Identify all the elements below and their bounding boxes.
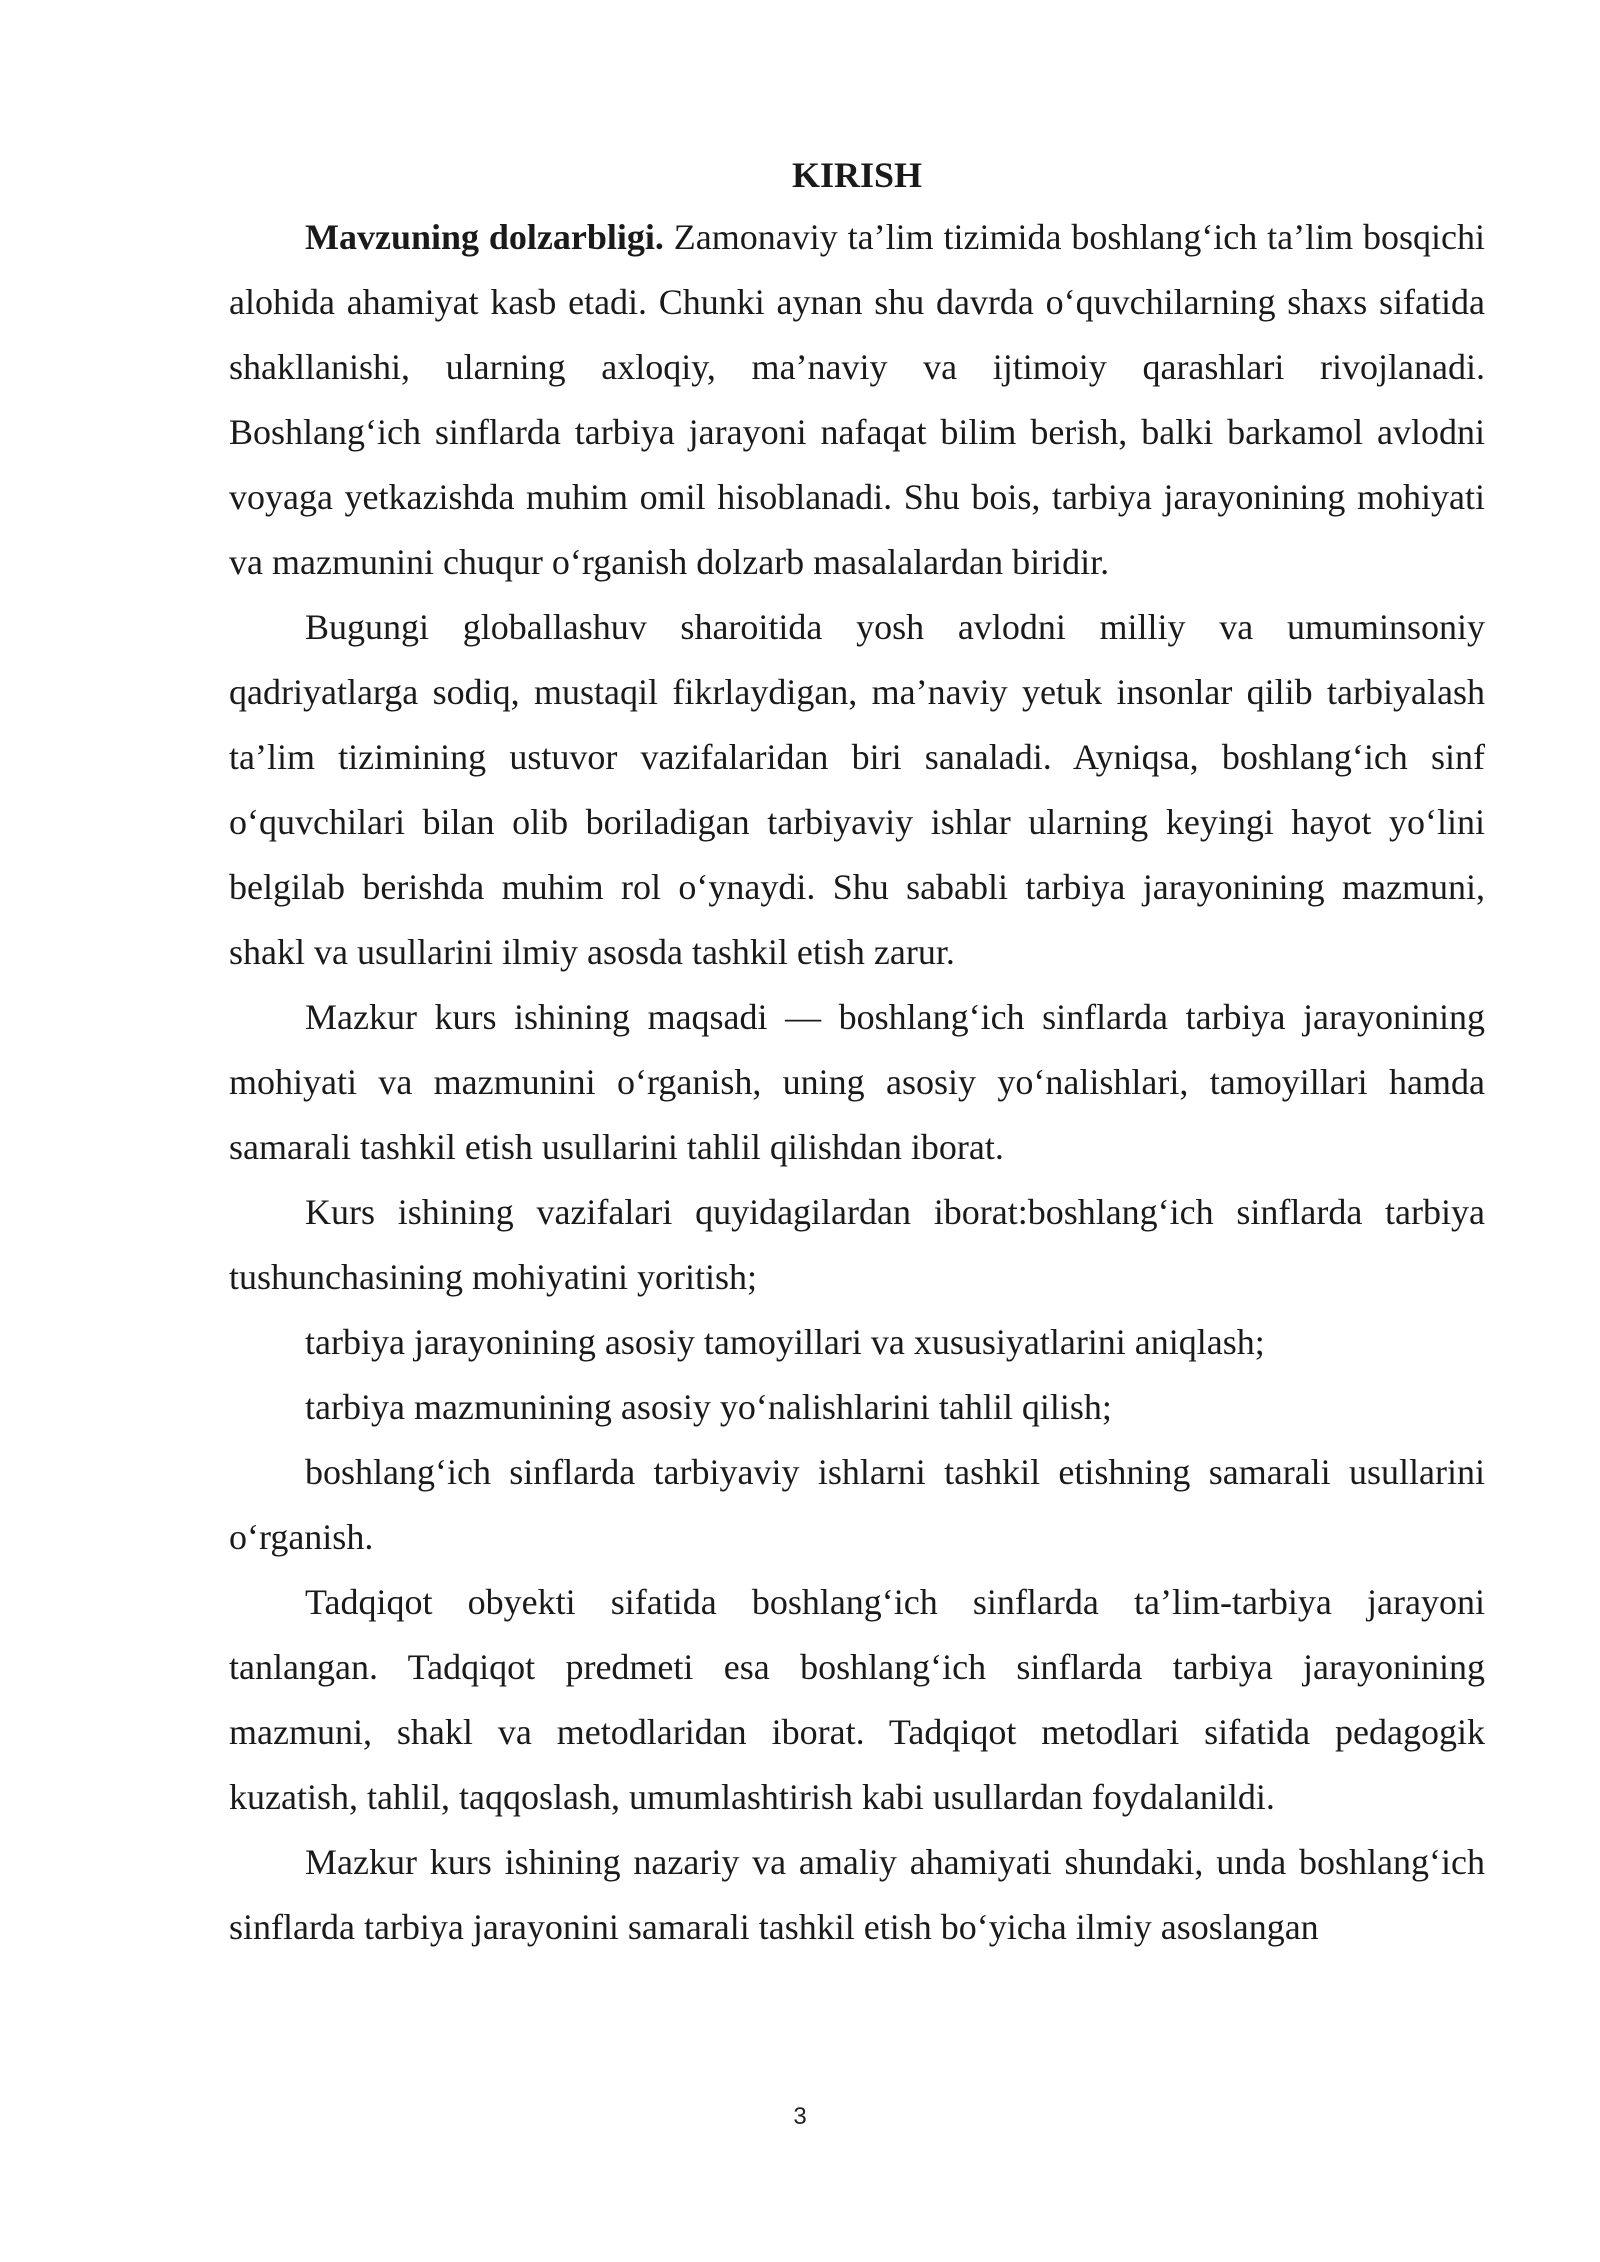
paragraph-relevance [229,205,1485,595]
paragraph-tasks: Kurs ishining vazifalari quyidagilardan iborat:boshlang‘ich sinflarda tarbiya tushunchasining mohiyatini yoritish; [229,1192,1485,1297]
paragraph-lead: Mavzuning dolzarbligi. [305,217,664,257]
page-number: 3 [793,2103,807,2130]
paragraph-goal: Mazkur kurs ishining maqsadi — boshlang‘ich sinflarda tarbiya jarayonining mohiyati va mazmunini o‘rganish, uning asosiy yo‘nalishlari, tamoyillari hamda samarali tashkil etish usullarini tahlil qilishdan iborat. [229,997,1485,1167]
task-item: tarbiya mazmunining asosiy yo‘nalishlarini tahlil qilish; [305,1387,1112,1427]
paragraph-globalization: Bugungi globallashuv sharoitida yosh avlodni milliy va umuminsoniy qadriyatlarga sodiq, mustaqil fikrlaydigan, ma’naviy yetuk insonlar qilib tarbiyalash ta’lim tizimining ustuvor vazifalaridan biri sanaladi. Ayniqsa, boshlang‘ich sinf o‘quvchilari bilan olib boriladigan tarbiyaviy ishlar ularning keyingi hayot yo‘lini belgilab berishda muhim rol o‘ynaydi. Shu sababli tarbiya jarayonining mazmuni, shakl va usullarini ilmiy asosda tashkil etish zarur. [229,607,1485,972]
paragraph-text: Zamonaviy ta’lim tizimida boshlang‘ich ta’lim bosqichi alohida ahamiyat kasb etadi. Chunki aynan shu davrda o‘quvchilarning shaxs sifatida shakllanishi, ularning axloqiy, ma’naviy va ijtimoiy qarashlari rivojlanadi. Boshlang‘ich sinflarda tarbiya jarayoni nafaqat bilim berish, balki barkamol avlodni voyaga yetkazishda muhim omil hisoblanadi. Shu bois, tarbiya jarayonining mohiyati va mazmunini chuqur o‘rganish dolzarb masalalardan biridir. [229,217,1486,582]
paragraph-significance: Mazkur kurs ishining nazariy va amaliy ahamiyati shundaki, unda boshlang‘ich sinflarda tarbiya jarayonini samarali tashkil etish bo‘yicha ilmiy asoslangan [229,1842,1485,1947]
page-content [229,145,1485,1960]
paragraph-research-object: Tadqiqot obyekti sifatida boshlang‘ich sinflarda ta’lim-tarbiya jarayoni tanlangan. Tadqiqot predmeti esa boshlang‘ich sinflarda tarbiya jarayonining mazmuni, shakl va metodlaridan iborat. Tadqiqot metodlari sifatida pedagogik kuzatish, tahlil, taqqoslash, umumlashtirish kabi usullardan foydalanildi. [229,1582,1485,1817]
task-item: boshlang‘ich sinflarda tarbiyaviy ishlarni tashkil etishning samarali usullarini o‘rganish. [229,1452,1485,1557]
section-heading: KIRISH [791,155,923,195]
task-item: tarbiya jarayonining asosiy tamoyillari va xususiyatlarini aniqlash; [305,1322,1265,1362]
